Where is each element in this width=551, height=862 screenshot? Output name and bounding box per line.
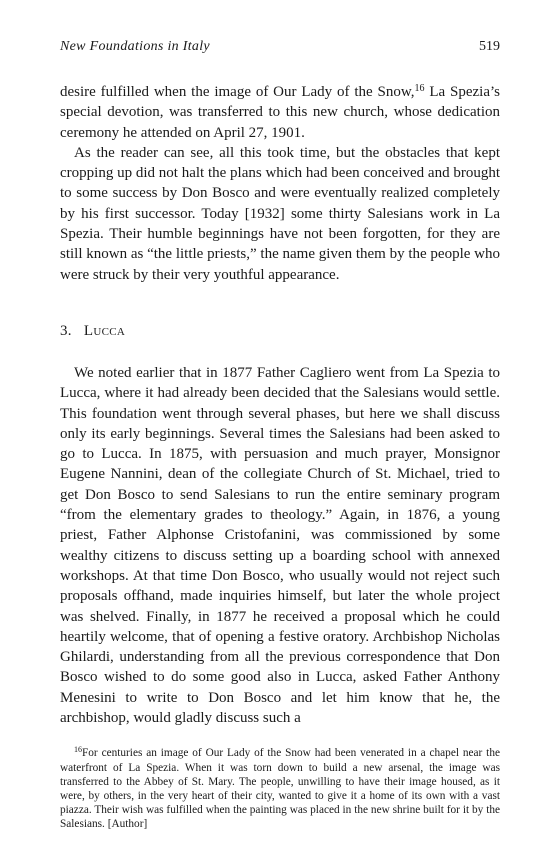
paragraph: As the reader can see, all this took time, but the obstacles that kept cropping up did not halt the plans which had been conceived and brought to some success by Don Bosco and were eventually realized completely by his first successor. Today [1932] some thirty Salesians work in La Spezia. Their humble beginnings have not been forgotten, for they are still known as “the little priests,” the name given them by the people who were struck by their very youthful appearance.: [60, 144, 500, 283]
paragraph-continued: [60, 82, 500, 143]
running-head-title: New Foundations in Italy: [60, 39, 210, 54]
body-text: [60, 82, 500, 728]
section-heading: [60, 321, 500, 341]
footnote-text: For centuries an image of Our Lady of the Snow had been venerated in a chapel near the waterfront of La Spezia. When it was torn down to build a new arsenal, the image was transferred to the Abbey of St. Mary. The people, unwilling to have their image housed, as it were, by others, in the very heart of their city, wanted to give it a home of its own with a vast piazza. Their wish was fulfilled when the painting was placed in the new shrine built for it by the Salesians. [Author]: [60, 747, 500, 831]
footnote-marker: 16: [74, 745, 82, 755]
footnote-reference: 16: [414, 83, 425, 94]
paragraph: We noted earlier that in 1877 Father Cagliero went from La Spezia to Lucca, where it had already been decided that the Salesians would settle. This foundation went through several phases, but here we shall discuss only its early beginnings. Several times the Salesians had been asked to go to Lucca. In 1875, with persuasion and much prayer, Monsignor Eugene Nannini, dean of the collegiate Church of St. Michael, tried to get Don Bosco to send Salesians to run the entire seminary program “from the elementary grades to theology.” Again, in 1876, a young priest, Father Alphonse Cristofanini, was commissioned by some wealthy citizens to discuss setting up a boarding school with annexed workshops. At that time Don Bosco, who usually would not reject such proposals offhand, made inquiries himself, but later the whole project was shelved. Finally, in 1877 he received a proposal which he could heartily welcome, that of opening a festive oratory. Archbishop Nicholas Ghilardi, understanding from all the previous correspondence that Don Bosco wished to do some good also in Lucca, asked Father Anthony Menesini to write to Don Bosco and let him know that he, the archbishop, would gladly discuss such a: [60, 364, 500, 727]
page-number: 519: [479, 39, 500, 54]
footnote: [60, 746, 500, 831]
book-page: [60, 38, 500, 832]
running-head: [60, 38, 500, 56]
paragraph-text: desire fulfilled when the image of Our Lady of the Snow,: [60, 84, 415, 100]
paragraph-text: La Spezia’s special devotion, was transferred to this new church, whose dedication ceremony he attended on April 27, 1901.: [60, 84, 501, 141]
section-title: Lucca: [83, 322, 126, 339]
section-number: 3.: [60, 322, 72, 339]
